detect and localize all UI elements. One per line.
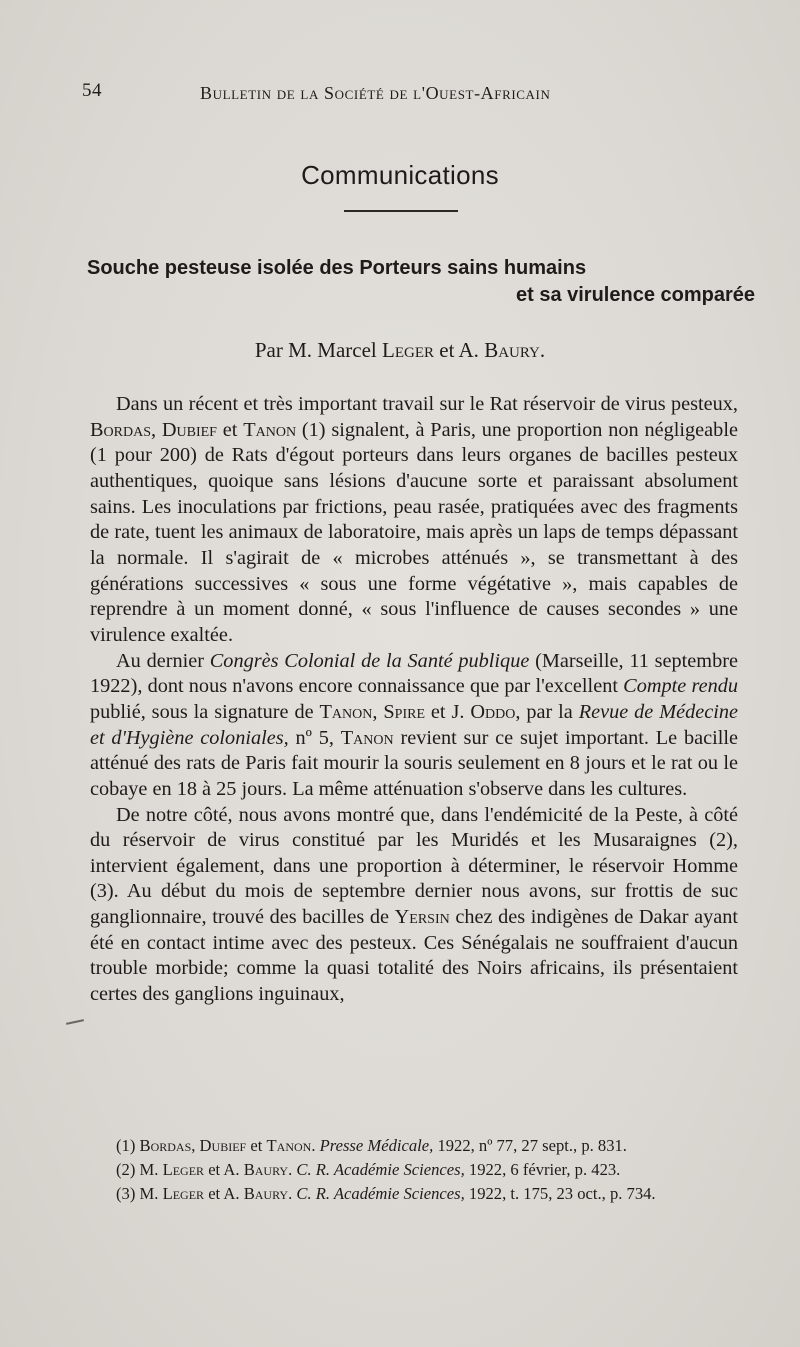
author-name: Tanon — [319, 700, 373, 723]
body-paragraph-2 — [90, 649, 738, 803]
text-run: nº 5, — [295, 726, 334, 749]
author-name: Leger — [382, 338, 435, 362]
text-run: , — [372, 700, 378, 723]
author-name: Spire — [383, 700, 425, 723]
text-run: , par la — [515, 700, 573, 723]
text-run: et A. — [208, 1184, 240, 1203]
article-body — [90, 392, 738, 1008]
italic-title: Revue de Médecine et d'Hygiène coloniales, — [90, 700, 739, 749]
byline — [0, 338, 800, 363]
author-name: Dubief — [161, 418, 217, 441]
author-name: Leger — [162, 1160, 205, 1179]
text-run: 1922, nº 77, 27 sept., p. 831. — [437, 1136, 627, 1155]
author-name: Yersin — [394, 906, 450, 929]
author-name: Baury. — [243, 1184, 293, 1203]
text-run: 1922, t. 175, 23 oct., p. 734. — [468, 1184, 656, 1203]
margin-mark — [66, 1019, 84, 1025]
footnote-3 — [90, 1182, 738, 1206]
body-paragraph-3 — [90, 803, 738, 1008]
article-title-line1: Souche pesteuse isolée des Porteurs sains humains — [87, 257, 587, 279]
text-run: (1) signalent, à Paris, une proportion non négligeable (1 pour 200) de Rats d'égout porteurs dans leurs organes de bacilles pesteux authentiques, quoique sans lésions d'aucune sorte et paraissant absolument sains. Les inoculations par frictions, peau rasée, pratiquées avec des fragments de rate, tuent les animaux de laboratoire, mais après un laps de temps dépassant la normale. Il s'agirait de « microbes atténués », se transmettant à des générations successives « sous une forme végétative », mais capables de reprendre à un moment donné, « sous l'influence de causes secondes » une virulence exaltée. — [90, 418, 738, 646]
byline-connector: et A. — [439, 338, 479, 362]
text-run: revient sur ce sujet important. Le bacille atténué des rats de Paris fait mourir la souris seulement en 8 jours et le rat ou le cobaye en 18 à 25 jours. La même atténuation s'observe dans les cultures. — [90, 726, 739, 800]
footnote-1 — [90, 1134, 738, 1158]
footnote-number: (2) M. — [116, 1160, 159, 1179]
text-run: et J. — [430, 700, 465, 723]
author-name: Tanon — [243, 418, 297, 441]
journal-title: C. R. Académie Sciences, — [296, 1160, 465, 1179]
author-name: Baury. — [243, 1160, 293, 1179]
footnote-2 — [90, 1158, 738, 1182]
author-name: Tanon — [340, 726, 394, 749]
text-run: 1922, 6 février, p. 423. — [468, 1160, 621, 1179]
text-run: publié, sous la signature de — [90, 700, 314, 723]
footnotes — [90, 1134, 738, 1206]
text-run: (Marseille, 11 septembre 1922), dont nous n'avons encore connaissance que par l'excellent — [90, 649, 738, 698]
byline-prefix: Par M. Marcel — [254, 338, 377, 362]
author-name: Tanon. — [266, 1136, 316, 1155]
text-run: et A. — [208, 1160, 240, 1179]
body-paragraph-1 — [90, 392, 738, 649]
text-run: et — [250, 1136, 263, 1155]
section-heading: Communications — [301, 160, 499, 190]
text-run: , — [150, 418, 157, 441]
article-title-line2: et sa virulence comparée — [515, 284, 755, 306]
italic-title: Compte rendu — [623, 675, 739, 698]
journal-title: Presse Médicale, — [319, 1136, 434, 1155]
article-title — [87, 255, 757, 309]
text-run: De notre côté, nous avons montré que, dans l'endémicité de la Peste, à côté du réservoir de virus constitué par les Muridés et les Musaraignes (2), intervient également, dans une proportion à déterminer, le réservoir Homme (3). Au début du mois de septembre dernier nous avons, sur frottis de suc ganglionnaire, trouvé des bacilles de — [90, 803, 738, 929]
journal-title: C. R. Académie Sciences, — [296, 1184, 465, 1203]
italic-title: Congrès Colonial de la Santé publique — [209, 649, 530, 672]
text-run: chez des indigènes de Dakar ayant été en contact intime avec des pesteux. Ces Sénégalais ne souffraient d'aucun trouble morbide; comme la quasi totalité des Noirs africains, ils présentaient certes des ganglions inguinaux, — [90, 906, 738, 1006]
author-name: Leger — [162, 1184, 205, 1203]
page-number: 54 — [82, 80, 102, 101]
text-run: Au dernier — [116, 649, 204, 672]
heading-rule — [344, 210, 458, 212]
footnote-number: (1) — [116, 1136, 136, 1155]
text-run: Dans un récent et très important travail sur le Rat réservoir de virus pesteux, — [116, 393, 738, 415]
footnote-number: (3) M. — [116, 1184, 159, 1203]
author-name: Bordas, Dubief — [139, 1136, 247, 1155]
running-title: Bulletin de la Société de l'Ouest-Africain — [200, 83, 551, 103]
author-name: Baury. — [484, 338, 546, 362]
author-name: Oddo — [470, 700, 516, 723]
author-name: Bordas — [90, 418, 151, 441]
text-run: et — [222, 418, 238, 441]
